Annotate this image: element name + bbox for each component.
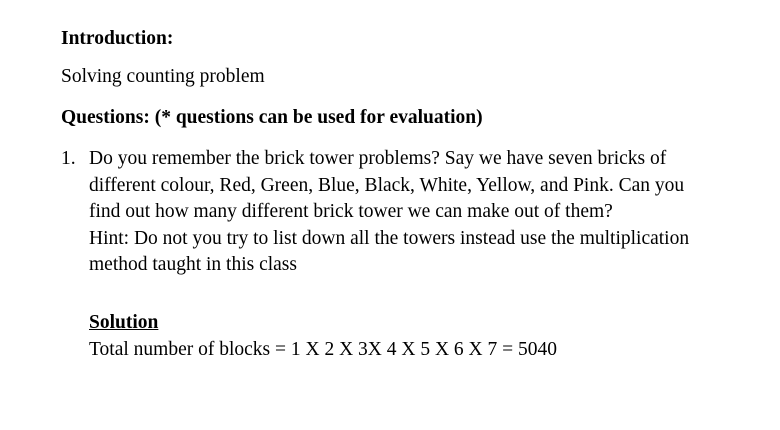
hint-line: Hint: Do not you try to list down all the towers instead use the multiplication: [89, 227, 690, 249]
introduction-heading: Introduction:: [61, 28, 174, 49]
solution-heading: Solution: [89, 312, 159, 333]
hint-line: method taught in this class: [89, 254, 297, 275]
question-line: different colour, Red, Green, Blue, Black, White, Yellow, and Pink. Can you: [89, 174, 685, 196]
question-line: find out how many different brick tower we can make out of them?: [89, 201, 613, 222]
question-number: 1.: [61, 148, 76, 169]
solution-text: Total number of blocks = 1 X 2 X 3X 4 X 5 X 6 X 7 = 5040: [89, 339, 557, 360]
questions-heading: Questions: (* questions can be used for evaluation): [61, 107, 483, 128]
question-body: [89, 146, 779, 279]
introduction-text: Solving counting problem: [61, 66, 265, 87]
question-line: Do you remember the brick tower problems? Say we have seven bricks of: [89, 148, 667, 169]
